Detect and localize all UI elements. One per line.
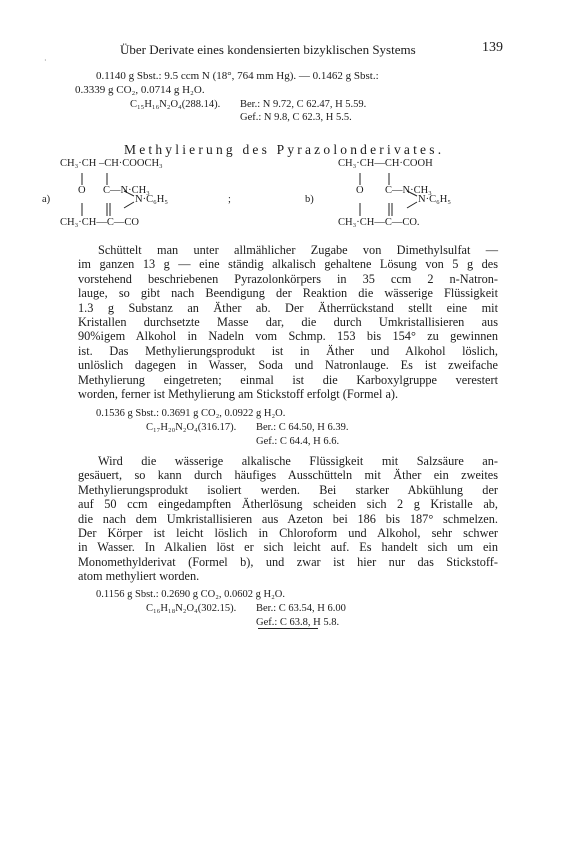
formula-a-bottom: CH₃·CH—C—CO xyxy=(60,217,139,228)
paragraph-1-line: Methylierung eingetreten; einmal ist die Karboxylgruppe verestert xyxy=(78,372,498,387)
paragraph-1-line: worden, ferner ist Methylierung am Stickstoff erfolgt (Formel a). xyxy=(78,387,399,402)
analysis-1-formula: C₁₅H₁₆N₂O₄(288.14). xyxy=(130,99,221,110)
formula-separator: ; xyxy=(228,194,231,205)
analysis-1-line-1: 0.1140 g Sbst.: 9.5 ccm N (18°, 764 mm Hg). — 0.1462 g Sbst.: xyxy=(96,70,379,82)
paragraph-1 xyxy=(78,243,498,401)
paragraph-2-line: die nach dem Umkristallisieren aus Azeton bei 186 bis 187° schmelzen. xyxy=(78,511,498,526)
end-rule xyxy=(258,628,318,629)
paragraph-1-line: ist. Das Methylierungsprodukt ist in Äther und Alkohol löslich, xyxy=(78,343,498,358)
formula-a-label: a) xyxy=(42,194,51,205)
analysis-2-calculated: Ber.: C 64.50, H 6.39. xyxy=(256,422,349,433)
paragraph-1-line: Schüttelt man unter allmählicher Zugabe von Dimethylsulfat — xyxy=(98,243,498,257)
paragraph-1-line: im ganzen 13 g — eine ständig alkalisch gehaltene Lösung von 5 g des xyxy=(78,257,498,272)
formula-b-oxygen: O xyxy=(356,185,364,196)
paragraph-1-line: lauge, so gibt nach Beendigung der Reaktion die wässerige Flüssigkeit xyxy=(78,286,498,301)
analysis-1-found: Gef.: N 9.8, C 62.3, H 5.5. xyxy=(240,112,352,123)
paragraph-1-line: 90%igem Alkohol in Nadeln vom Schmp. 153 bis 154° zu gewinnen xyxy=(78,329,498,344)
formula-b-ring-n: C—N·CH₃ xyxy=(385,185,432,196)
paragraph-2-line: Der Körper ist leicht löslich in Chloroform und Alkohol, sehr schwer xyxy=(78,526,498,541)
structural-formulas xyxy=(42,158,530,238)
paragraph-2-line: atom methyliert worden. xyxy=(78,569,200,584)
analysis-2-line-1: 0.1536 g Sbst.: 0.3691 g CO₂, 0.0922 g H₂O. xyxy=(96,408,286,419)
scan-speck: · xyxy=(44,56,47,65)
paragraph-2-line: Methylierungsprodukt isoliert werden. Bei starker Abkühlung der xyxy=(78,482,498,497)
analysis-1-line-2: 0.3339 g CO₂, 0.0714 g H₂O. xyxy=(75,84,205,96)
analysis-3-found: Gef.: C 63.8, H 5.8. xyxy=(256,617,340,628)
analysis-2-found: Gef.: C 64.4, H 6.6. xyxy=(256,436,340,447)
analysis-3-line-1: 0.1156 g Sbst.: 0.2690 g CO₂, 0.0602 g H₂O. xyxy=(96,589,285,600)
formula-a-oxygen: O xyxy=(78,185,86,196)
formula-b-bottom: CH₃·CH—C—CO. xyxy=(338,217,420,228)
paragraph-2-line: auf 50 ccm eingedampften Ätherlösung scheiden sich 2 g Kristalle ab, xyxy=(78,497,498,512)
analysis-3-calculated: Ber.: C 63.54, H 6.00 xyxy=(256,603,346,614)
formula-a-top: CH₃·CH –CH·COOCH₃ xyxy=(60,158,163,169)
section-heading: Methylierung des Pyrazolonderivates. xyxy=(124,142,445,157)
formula-a-n-phenyl: N·C₆H₅ xyxy=(135,194,168,205)
paragraph-1-line: Kristallen durchsetzte Masse dar, die durch Umkristallisieren aus xyxy=(78,315,498,330)
paragraph-2-line: Wird die wässerige alkalische Flüssigkeit mit Salzsäure an- xyxy=(98,454,498,468)
paragraph-2-line: Monomethylderivat (Formel b), und zwar ist hier nur das Stickstoff- xyxy=(78,554,498,569)
paragraph-1-line: vorstehend beschriebenen Pyrazolonkörpers in 35 ccm 2 n-Natron- xyxy=(78,271,498,286)
paragraph-2-line: in Wasser. In Alkalien löst er sich leicht auf. Es handelt sich um ein xyxy=(78,540,498,555)
analysis-3-formula: C₁₆H₁₈N₂O₄(302.15). xyxy=(146,603,237,614)
analysis-2-formula: C₁₇H₂₀N₂O₄(316.17). xyxy=(146,422,237,433)
formula-b-top: CH₃·CH—CH·COOH xyxy=(338,158,433,169)
running-header: Über Derivate eines kondensierten bizyklischen Systems xyxy=(120,42,416,57)
page-number: 139 xyxy=(482,40,503,55)
paragraph-1-line: 1.3 g Substanz an Äther ab. Der Ätherrückstand stellt eine mit xyxy=(78,300,498,315)
formula-b-n-phenyl: N·C₆H₅ xyxy=(418,194,451,205)
formula-b-label: b) xyxy=(305,194,314,205)
paragraph-2-line: gesäuert, so kann durch häufiges Ausschütteln mit Äther ein zweites xyxy=(78,468,498,483)
paragraph-1-line: unlöslich dagegen in Wasser, Soda und Natronlauge. Es ist zweifache xyxy=(78,358,498,373)
paragraph-2 xyxy=(78,454,498,584)
analysis-1-calculated: Ber.: N 9.72, C 62.47, H 5.59. xyxy=(240,99,367,110)
formula-a-ring-n: C—N·CH₃ xyxy=(103,185,150,196)
